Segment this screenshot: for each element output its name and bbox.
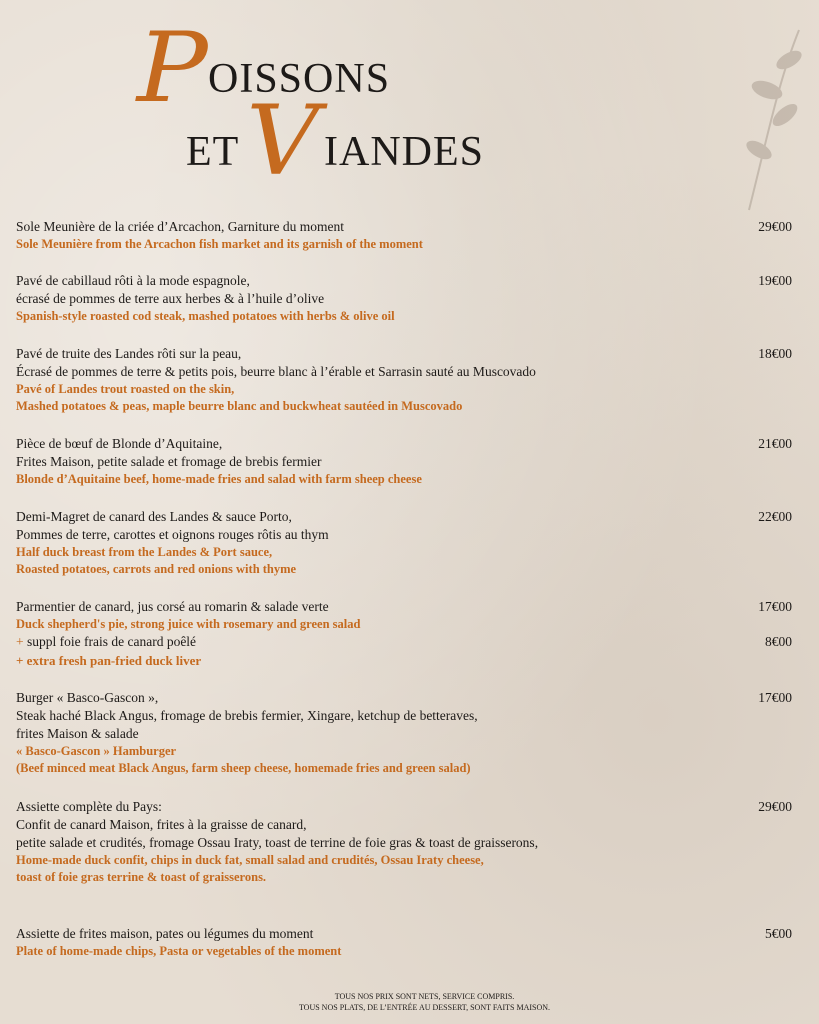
dish-name-en: Mashed potatoes & peas, maple beurre blanc and buckwheat sautéed in Muscovado	[16, 399, 463, 413]
dish-name-fr: petite salade et crudités, fromage Ossau Iraty, toast de terrine de foie gras & toast de graisserons,	[16, 835, 539, 850]
title-word-viandes: IANDES	[324, 129, 484, 175]
title-initial-p: P	[136, 12, 208, 124]
dish-name-en: Roasted potatoes, carrots and red onions with thyme	[16, 562, 297, 576]
dish-name-en: (Beef minced meat Black Angus, farm sheep cheese, homemade fries and green salad)	[16, 761, 471, 775]
dish-name-fr: Frites Maison, petite salade et fromage de brebis fermier	[16, 454, 322, 469]
leaf-branch-decoration	[689, 20, 819, 220]
menu-item	[16, 345, 792, 415]
menu-item	[16, 798, 792, 886]
dish-name-fr: Pièce de bœuf de Blonde d’Aquitaine,	[16, 436, 223, 451]
dish-name-fr: Steak haché Black Angus, fromage de brebis fermier, Xingare, ketchup de betteraves,	[16, 708, 478, 723]
dish-name-fr: frites Maison & salade	[16, 726, 139, 741]
dish-price: 19€00	[758, 273, 792, 288]
menu-item	[16, 598, 792, 670]
dish-name-fr: Burger « Basco-Gascon »,	[16, 690, 159, 705]
menu-item	[16, 689, 792, 777]
dish-name-en: Sole Meunière from the Arcachon fish market and its garnish of the moment	[16, 237, 423, 251]
dish-name-fr: Confit de canard Maison, frites à la graisse de canard,	[16, 817, 307, 832]
supplement-label-fr: suppl foie frais de canard poêlé	[27, 634, 197, 649]
supplement-price: 8€00	[765, 634, 792, 649]
supplement-en	[16, 651, 792, 670]
dish-name-fr: Pommes de terre, carottes et oignons rouges rôtis au thym	[16, 527, 329, 542]
dish-name-fr: Assiette de frites maison, pates ou légumes du moment	[16, 926, 314, 941]
title-word-poissons: OISSONS	[208, 56, 391, 102]
dish-name-en: Home-made duck confit, chips in duck fat, small salad and crudités, Ossau Iraty cheese,	[16, 853, 484, 867]
dish-name-en: Plate of home-made chips, Pasta or vegetables of the moment	[16, 944, 342, 958]
menu-item	[16, 925, 792, 960]
dish-price: 21€00	[758, 436, 792, 451]
dish-price: 5€00	[765, 926, 792, 941]
dish-name-en: « Basco-Gascon » Hamburger	[16, 744, 177, 758]
footer-line-prices: TOUS NOS PRIX SONT NETS, SERVICE COMPRIS.	[334, 992, 515, 1001]
dish-name-fr: Parmentier de canard, jus corsé au romarin & salade verte	[16, 599, 329, 614]
dish-price: 17€00	[758, 690, 792, 705]
plus-icon: +	[16, 634, 24, 649]
supplement-label-en: extra fresh pan-fried duck liver	[26, 653, 202, 668]
menu-item	[16, 435, 792, 488]
dish-price: 18€00	[758, 346, 792, 361]
dish-name-en: Spanish-style roasted cod steak, mashed potatoes with herbs & olive oil	[16, 309, 395, 323]
dish-name-fr: Pavé de cabillaud rôti à la mode espagnole,	[16, 273, 250, 288]
dish-name-fr: Demi-Magret de canard des Landes & sauce Porto,	[16, 509, 292, 524]
dish-name-en: Pavé of Landes trout roasted on the skin,	[16, 382, 235, 396]
dish-price: 17€00	[758, 599, 792, 614]
plus-icon: +	[16, 653, 24, 668]
menu-item	[16, 218, 792, 253]
title-initial-v: V	[246, 85, 320, 197]
footer-line-homemade: TOUS NOS PLATS, DE L’ENTRÉE AU DESSERT, SONT FAITS MAISON.	[298, 1003, 551, 1012]
dish-name-en: Half duck breast from the Landes & Port sauce,	[16, 545, 273, 559]
dish-price: 29€00	[758, 219, 792, 234]
footer-notice	[0, 991, 819, 1013]
menu-item	[16, 272, 792, 325]
dish-name-en: Duck shepherd's pie, strong juice with rosemary and green salad	[16, 617, 361, 631]
dish-name-fr: Écrasé de pommes de terre & petits pois, beurre blanc à l’érable et Sarrasin sauté au Muscovado	[16, 364, 536, 379]
dish-name-fr: écrasé de pommes de terre aux herbes & à l’huile d’olive	[16, 291, 325, 306]
dish-price: 29€00	[758, 799, 792, 814]
dish-name-en: Blonde d’Aquitaine beef, home-made fries and salad with farm sheep cheese	[16, 472, 422, 486]
dish-name-fr: Pavé de truite des Landes rôti sur la peau,	[16, 346, 242, 361]
menu-item	[16, 508, 792, 578]
title-word-et: ET	[186, 129, 240, 175]
supplement-fr	[16, 633, 792, 651]
menu-title	[0, 0, 819, 200]
dish-name-fr: Sole Meunière de la criée d’Arcachon, Garniture du moment	[16, 219, 344, 234]
dish-price: 22€00	[758, 509, 792, 524]
dish-name-en: toast of foie gras terrine & toast of graisserons.	[16, 870, 267, 884]
dish-name-fr: Assiette complète du Pays:	[16, 799, 162, 814]
